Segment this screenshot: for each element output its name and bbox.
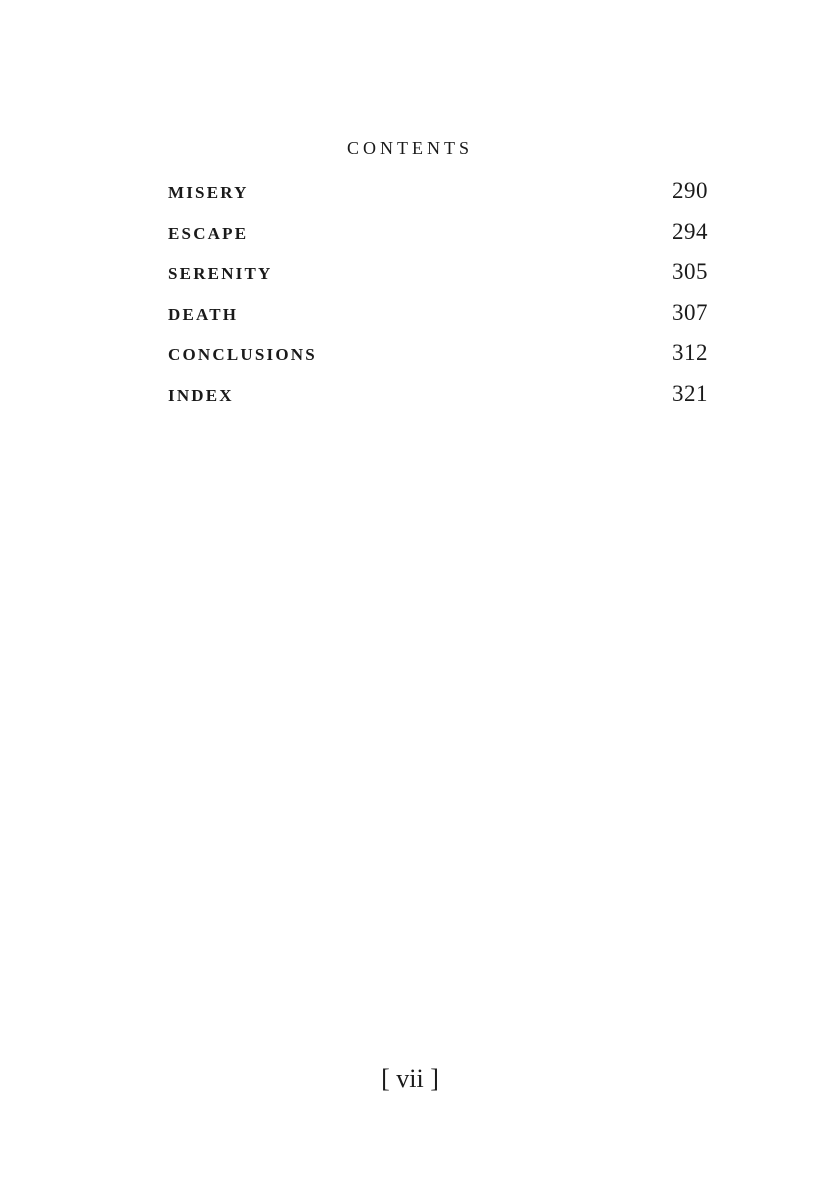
entry-title: SERENITY: [168, 264, 273, 284]
entry-page-number: 312: [672, 340, 708, 366]
contents-entry: [168, 381, 708, 422]
page-folio: [ vii ]: [381, 1064, 439, 1093]
entry-page-number: 290: [672, 178, 708, 203]
contents-heading: CONTENTS: [347, 138, 473, 158]
contents-entry: [168, 178, 708, 219]
entry-title: CONCLUSIONS: [168, 345, 317, 365]
entry-title: DEATH: [168, 304, 239, 324]
entry-page-number: 294: [672, 218, 708, 244]
contents-entry: [168, 300, 708, 341]
entry-page-number: 321: [672, 380, 708, 406]
contents-list: [168, 178, 708, 422]
contents-entry: [168, 219, 708, 260]
entry-title: INDEX: [168, 385, 234, 405]
entry-title: MISERY: [168, 183, 249, 202]
entry-page-number: 305: [672, 259, 708, 285]
contents-entry: [168, 259, 708, 300]
contents-entry: [168, 340, 708, 381]
entry-page-number: 307: [672, 299, 708, 325]
entry-title: ESCAPE: [168, 223, 249, 243]
